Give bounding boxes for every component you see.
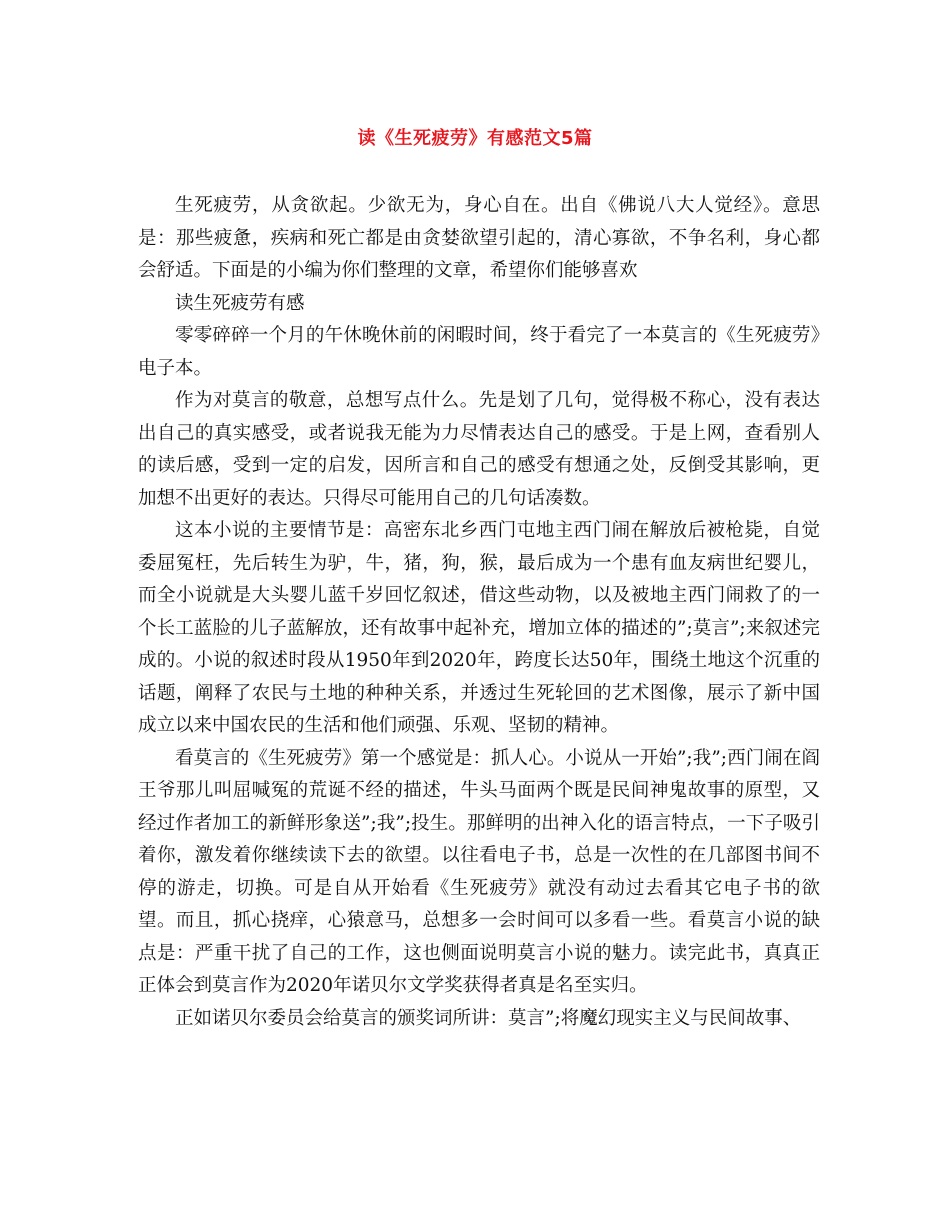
paragraph: 零零碎碎一个月的午休晚休前的闲暇时间，终于看完了一本莫言的《生死疲劳》电子本。 [138,325,820,379]
document-body [138,190,820,1035]
paragraph-intro: 生死疲劳，从贪欲起。少欲无为，身心自在。出自《佛说八大人觉经》。意思是：那些疲惫，疾病和死亡都是由贪婪欲望引起的，清心寡欲，不争名利，身心都会舒适。下面是的小编为你们整理的文章，希望你们能够喜欢 [138,195,820,281]
paragraph: 作为对莫言的敬意，总想写点什么。先是划了几句，觉得极不称心，没有表达出自己的真实感受，或者说我无能为力尽情表达自己的感受。于是上网，查看别人的读后感，受到一定的启发，因所言和自己的感受有想通之处，反倒受其影响，更加想不出更好的表达。只得尽可能用自己的几句话凑数。 [138,390,820,509]
document-title: 读《生死疲劳》有感范文5篇 [357,128,593,149]
paragraph: 正如诺贝尔委员会给莫言的颁奖词所讲：莫言”;将魔幻现实主义与民间故事、 [175,1007,802,1029]
section-heading: 读生死疲劳有感 [175,292,305,314]
paragraph: 看莫言的《生死疲劳》第一个感觉是：抓人心。小说从一开始”;我”;西门闹在阎王爷那儿叫屈喊冤的荒诞不经的描述，牛头马面两个既是民间神鬼故事的原型，又经过作者加工的新鲜形象送”;我”;投生。那鲜明的出神入化的语言特点，一下子吸引着你，激发着你继续读下去的欲望。以往看电子书，总是一次性的在几部图书间不停的游走，切换。可是自从开始看《生死疲劳》就没有动过去看其它电子书的欲望。而且，抓心挠痒，心猿意马，总想多一会时间可以多看一些。看莫言小说的缺点是：严重干扰了自己的工作，这也侧面说明莫言小说的魅力。读完此书，真真正正体会到莫言作为2020年诺贝尔文学奖获得者真是名至实归。 [138,747,820,996]
paragraph: 这本小说的主要情节是：高密东北乡西门屯地主西门闹在解放后被枪毙，自觉委屈冤枉，先后转生为驴，牛，猪，狗，猴，最后成为一个患有血友病世纪婴儿，而全小说就是大头婴儿蓝千岁回忆叙述，借这些动物，以及被地主西门闹救了的一个长工蓝脸的儿子蓝解放，还有故事中起补充，增加立体的描述的”;莫言”;来叙述完成的。小说的叙述时段从1950年到2020年，跨度长达50年，围绕土地这个沉重的话题，阐释了农民与土地的种种关系，并透过生死轮回的艺术图像，展示了新中国成立以来中国农民的生活和他们顽强、乐观、坚韧的精神。 [138,520,820,736]
